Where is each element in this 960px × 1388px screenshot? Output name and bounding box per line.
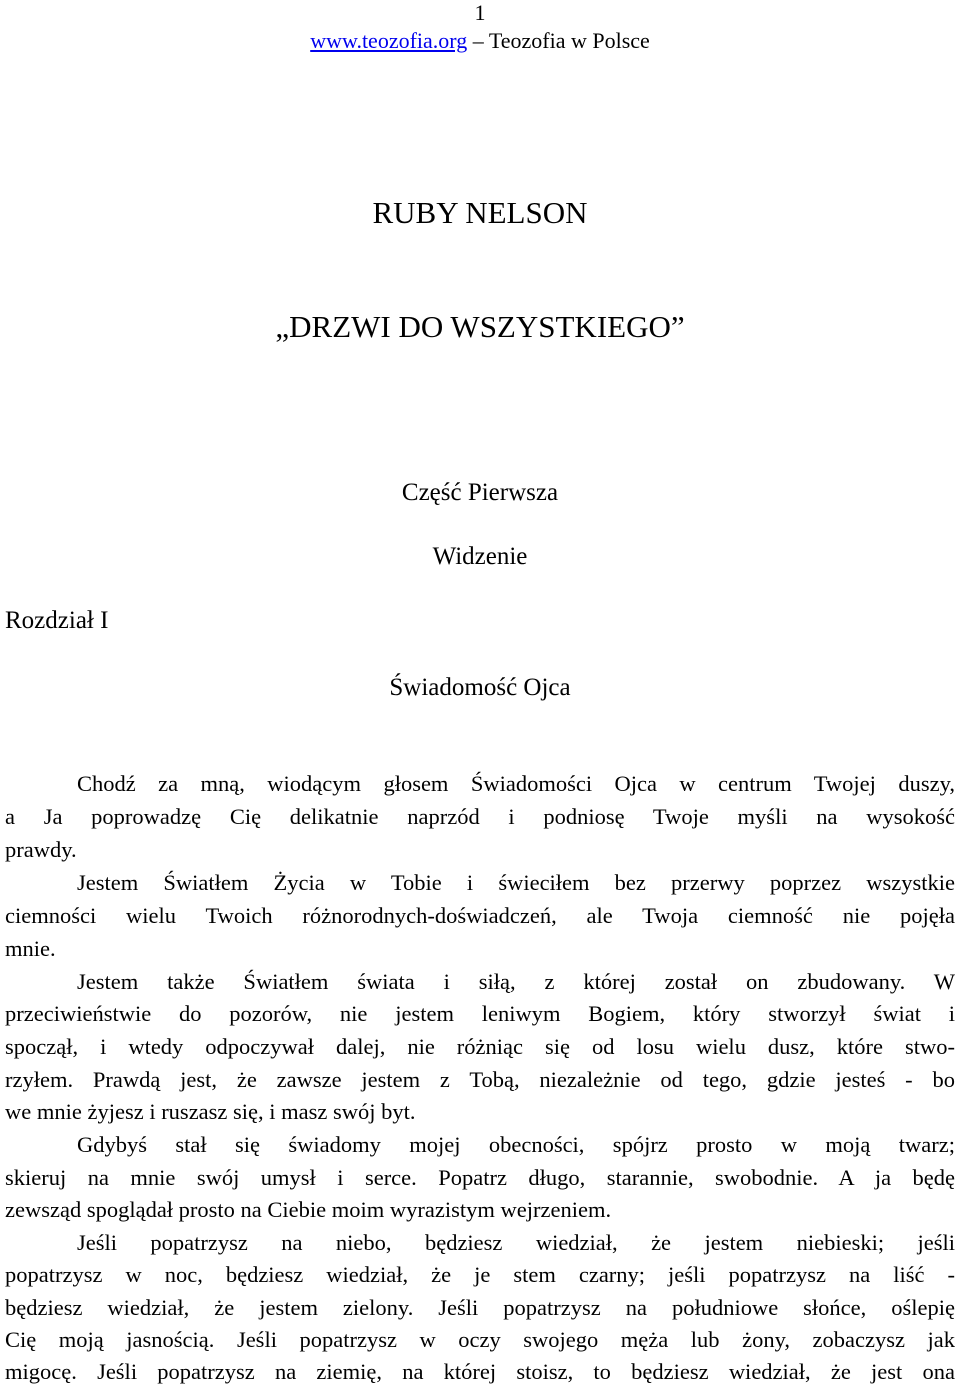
site-name: Teozofia w Polsce — [488, 28, 650, 53]
book-title: „DRZWI DO WSZYSTKIEGO” — [275, 309, 685, 344]
text-line: mnie. — [5, 936, 56, 961]
text-line: zewsząd spoglądał prosto na Ciebie moim wyrazistym wejrzeniem. — [5, 1197, 612, 1222]
text-line: popatrzysz w noc, będziesz wiedział, że je stem czarny; jeśli popatrzysz na liść - — [5, 1262, 955, 1287]
text-line: spoczął, i wtedy odpoczywał dalej, nie różniąc się od losu wielu dusz, które stwo- — [5, 1034, 955, 1059]
text-line: Chodź za mną, wiodącym głosem Świadomości Ojca w centrum Twojej duszy, — [77, 771, 955, 796]
text-line: będziesz wiedział, że jestem zielony. Jeśli popatrzysz na południowe słońce, oślepię — [5, 1295, 955, 1320]
chapter-title: Świadomość Ojca — [389, 674, 571, 701]
chapter-heading: Rozdział I — [5, 607, 109, 634]
part-subtitle: Widzenie — [432, 543, 528, 570]
author-name: RUBY NELSON — [372, 195, 588, 230]
text-line: rzyłem. Prawdą jest, że zawsze jestem z Tobą, niezależnie od tego, gdzie jesteś - bo — [5, 1067, 955, 1092]
text-line: Jestem Światłem Życia w Tobie i świeciłem bez przerwy poprzez wszystkie — [77, 870, 955, 895]
text-line: migocę. Jeśli popatrzysz na ziemię, na której stoisz, to będziesz wiedział, że jest ona — [5, 1359, 955, 1384]
page-number: 1 — [474, 0, 486, 25]
text-line: przeciwieństwie do pozorów, nie jestem leniwym Bogiem, który stworzył świat i — [5, 1001, 955, 1026]
text-line: skieruj na mnie swój umysł i serce. Popatrz długo, starannie, swobodnie. A ja będę — [5, 1165, 955, 1190]
text-line: we mnie żyjesz i ruszasz się, i masz swój byt. — [5, 1099, 416, 1124]
text-line: prawdy. — [5, 837, 77, 862]
text-line: Jestem także Światłem świata i siłą, z której został on zbudowany. W — [77, 969, 955, 994]
text-line: ciemności wielu Twoich różnorodnych-doświadczeń, ale Twoja ciemność nie pojęła — [5, 903, 955, 928]
text-line: a Ja poprowadzę Cię delikatnie naprzód i podniosę Twoje myśli na wysokość — [5, 804, 955, 829]
page-header — [0, 28, 960, 54]
part-heading: Część Pierwsza — [401, 479, 559, 506]
text-line: Cię moją jasnością. Jeśli popatrzysz w oczy swojego męża lub żony, zobaczysz jak — [5, 1327, 955, 1352]
text-line: Gdybyś stał się świadomy mojej obecności, spójrz prosto w moją twarz; — [77, 1132, 955, 1157]
text-line: Jeśli popatrzysz na niebo, będziesz wiedział, że jestem niebieski; jeśli — [77, 1230, 955, 1255]
header-separator: – — [467, 28, 489, 53]
site-link[interactable]: www.teozofia.org — [310, 28, 468, 53]
